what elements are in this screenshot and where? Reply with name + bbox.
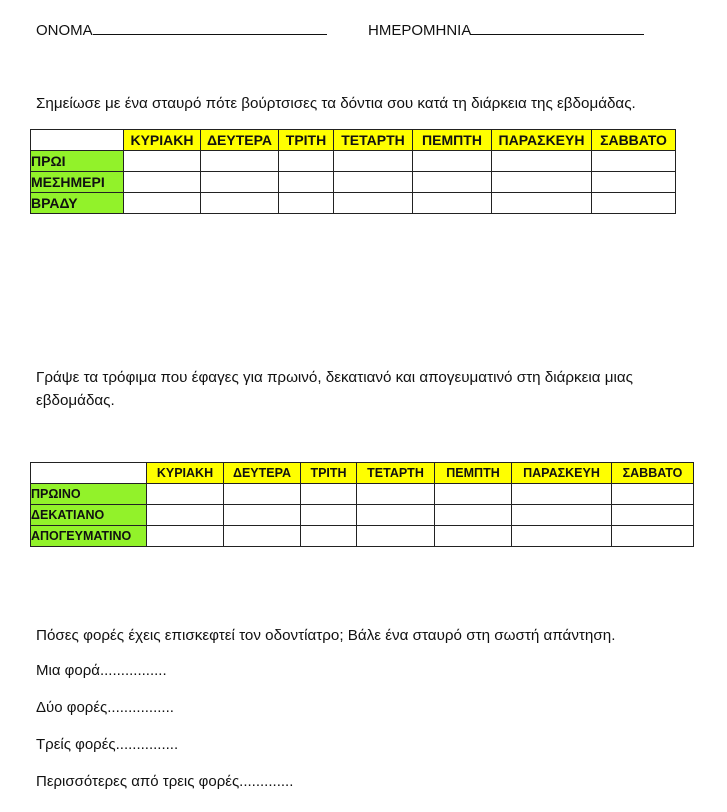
mark-cell[interactable] — [413, 172, 492, 193]
day-header: ΔΕΥΤΕΡΑ — [201, 130, 279, 151]
mark-cell[interactable] — [124, 172, 201, 193]
mark-cell[interactable] — [201, 193, 279, 214]
row-label: ΜΕΣΗΜΕΡΙ — [31, 172, 124, 193]
mark-cell[interactable] — [334, 151, 413, 172]
food-cell[interactable] — [357, 505, 435, 526]
mark-cell[interactable] — [334, 193, 413, 214]
food-cell[interactable] — [147, 484, 224, 505]
brushing-header-row — [31, 130, 676, 151]
row-label: ΔΕΚΑΤΙΑΝΟ — [31, 505, 147, 526]
day-header: ΣΑΒΒΑΤΟ — [592, 130, 676, 151]
table-row — [31, 193, 676, 214]
answer-option[interactable]: Περισσότερες από τρεις φορές............. — [36, 773, 294, 790]
row-label: ΠΡΩΙ — [31, 151, 124, 172]
row-label: ΠΡΩΙΝΟ — [31, 484, 147, 505]
food-cell[interactable] — [512, 484, 612, 505]
mark-cell[interactable] — [413, 193, 492, 214]
day-header: ΠΑΡΑΣΚΕΥΗ — [492, 130, 592, 151]
date-field[interactable] — [368, 19, 644, 39]
food-cell[interactable] — [357, 484, 435, 505]
food-cell[interactable] — [435, 484, 512, 505]
mark-cell[interactable] — [201, 151, 279, 172]
mark-cell[interactable] — [124, 193, 201, 214]
mark-cell[interactable] — [201, 172, 279, 193]
food-cell[interactable] — [147, 505, 224, 526]
mark-cell[interactable] — [492, 193, 592, 214]
food-cell[interactable] — [357, 526, 435, 547]
day-header: ΠΕΜΠΤΗ — [413, 130, 492, 151]
answer-option[interactable]: Δύο φορές................ — [36, 699, 174, 716]
mark-cell[interactable] — [592, 172, 676, 193]
answer-option[interactable]: Μια φορά................ — [36, 662, 167, 679]
food-cell[interactable] — [224, 505, 301, 526]
food-cell[interactable] — [612, 505, 694, 526]
food-cell[interactable] — [301, 526, 357, 547]
row-label: ΑΠΟΓΕΥΜΑΤΙΝΟ — [31, 526, 147, 547]
mark-cell[interactable] — [279, 172, 334, 193]
name-field[interactable] — [36, 19, 327, 39]
food-cell[interactable] — [435, 505, 512, 526]
dentist-question: Πόσες φορές έχεις επισκεφτεί τον οδοντίατρο; Βάλε ένα σταυρό στη σωστή απάντηση. — [36, 627, 616, 644]
day-header: ΠΑΡΑΣΚΕΥΗ — [512, 463, 612, 484]
mark-cell[interactable] — [279, 151, 334, 172]
food-instruction-line: Γράψε τα τρόφιμα που έφαγες για πρωινό, δεκατιανό και απογευματινό στη διάρκεια μιας — [36, 369, 633, 386]
table-corner — [31, 130, 124, 151]
day-header: ΚΥΡΙΑΚΗ — [124, 130, 201, 151]
table-row — [31, 484, 694, 505]
food-table — [30, 462, 694, 547]
date-line[interactable] — [471, 19, 644, 35]
food-cell[interactable] — [512, 505, 612, 526]
table-row — [31, 151, 676, 172]
food-instruction — [36, 366, 633, 412]
mark-cell[interactable] — [124, 151, 201, 172]
brushing-table — [30, 129, 676, 214]
table-row — [31, 505, 694, 526]
mark-cell[interactable] — [413, 151, 492, 172]
food-instruction-line: εβδομάδας. — [36, 392, 115, 409]
day-header: ΚΥΡΙΑΚΗ — [147, 463, 224, 484]
brushing-instruction: Σημείωσε με ένα σταυρό πότε βούρτσισες τα δόντια σου κατά τη διάρκεια της εβδομάδας. — [36, 95, 636, 112]
food-cell[interactable] — [435, 526, 512, 547]
food-cell[interactable] — [612, 484, 694, 505]
day-header: ΤΡΙΤΗ — [279, 130, 334, 151]
day-header: ΣΑΒΒΑΤΟ — [612, 463, 694, 484]
day-header: ΤΕΤΑΡΤΗ — [357, 463, 435, 484]
food-cell[interactable] — [301, 505, 357, 526]
day-header: ΤΡΙΤΗ — [301, 463, 357, 484]
name-line[interactable] — [93, 19, 327, 35]
table-corner — [31, 463, 147, 484]
day-header: ΠΕΜΠΤΗ — [435, 463, 512, 484]
mark-cell[interactable] — [334, 172, 413, 193]
food-cell[interactable] — [147, 526, 224, 547]
name-label: ΟΝΟΜΑ — [36, 22, 93, 39]
mark-cell[interactable] — [279, 193, 334, 214]
table-row — [31, 172, 676, 193]
food-header-row — [31, 463, 694, 484]
row-label: ΒΡΑΔΥ — [31, 193, 124, 214]
food-cell[interactable] — [512, 526, 612, 547]
mark-cell[interactable] — [592, 193, 676, 214]
answer-option[interactable]: Τρείς φορές............... — [36, 736, 179, 753]
food-cell[interactable] — [224, 526, 301, 547]
day-header: ΤΕΤΑΡΤΗ — [334, 130, 413, 151]
food-cell[interactable] — [612, 526, 694, 547]
food-cell[interactable] — [224, 484, 301, 505]
mark-cell[interactable] — [492, 151, 592, 172]
mark-cell[interactable] — [592, 151, 676, 172]
mark-cell[interactable] — [492, 172, 592, 193]
table-row — [31, 526, 694, 547]
date-label: ΗΜΕΡΟΜΗΝΙΑ — [368, 22, 472, 39]
day-header: ΔΕΥΤΕΡΑ — [224, 463, 301, 484]
food-cell[interactable] — [301, 484, 357, 505]
